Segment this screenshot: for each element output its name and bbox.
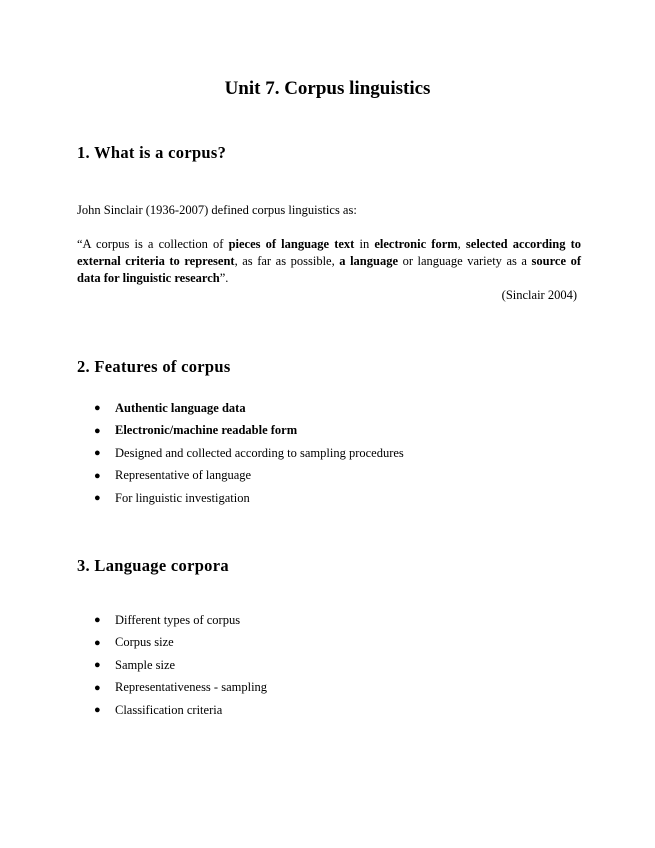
quote-segment-bold: pieces of language text	[228, 237, 355, 251]
list-item-text: Classification criteria	[115, 702, 223, 717]
list-item-text: Authentic language data	[115, 400, 246, 415]
sinclair-quote	[77, 236, 581, 287]
quote-segment: or language variety as a	[398, 254, 532, 268]
list-item-text: Representativeness - sampling	[115, 680, 268, 695]
list-item-text: Electronic/machine readable form	[115, 423, 298, 438]
section-1-heading: 1. What is a corpus?	[77, 143, 227, 162]
quote-segment-bold: electronic form	[374, 237, 458, 251]
bullet-icon: ●	[94, 659, 101, 672]
quote-segment-bold: source of data for linguistic research	[77, 254, 581, 285]
list-item-text: Corpus size	[115, 635, 174, 650]
list-item	[94, 699, 267, 722]
quote-segment: in	[354, 237, 375, 251]
bullet-icon: ●	[94, 402, 101, 415]
quote-segment: , as far as possible,	[234, 254, 340, 268]
list-item-text: Designed and collected according to sampling procedures	[115, 445, 404, 460]
bullet-icon: ●	[94, 424, 101, 437]
list-item	[94, 632, 267, 655]
bullet-icon: ●	[94, 704, 101, 717]
quote-segment-bold: selected according to external criteria to represent	[77, 237, 582, 268]
bullet-icon: ●	[94, 469, 101, 482]
list-item-text: Different types of corpus	[115, 612, 241, 627]
list-item	[94, 654, 267, 677]
bullet-icon: ●	[94, 636, 101, 649]
list-item	[94, 420, 404, 443]
list-item	[94, 487, 404, 510]
bullet-icon: ●	[94, 681, 101, 694]
bullet-icon: ●	[94, 614, 101, 627]
section-2-heading: 2. Features of corpus	[77, 357, 231, 376]
list-item	[94, 442, 404, 465]
intro-paragraph: John Sinclair (1936-2007) defined corpus linguistics as:	[77, 203, 357, 217]
quote-segment: ”.	[219, 271, 229, 285]
list-item	[94, 397, 404, 420]
page-title: Unit 7. Corpus linguistics	[224, 78, 431, 99]
citation: (Sinclair 2004)	[501, 288, 577, 302]
list-item	[94, 609, 267, 632]
bullet-icon: ●	[94, 447, 101, 460]
list-item-text: Sample size	[115, 657, 176, 672]
bullet-icon: ●	[94, 492, 101, 505]
corpora-list	[94, 609, 267, 722]
quote-segment-bold: a language	[339, 254, 399, 268]
list-item	[94, 465, 404, 488]
list-item	[94, 677, 267, 700]
list-item-text: Representative of language	[115, 468, 252, 483]
quote-segment: ,	[457, 237, 466, 251]
quote-segment: “A corpus is a collection of	[77, 237, 229, 251]
section-3-heading: 3. Language corpora	[77, 556, 229, 575]
list-item-text: For linguistic investigation	[115, 490, 250, 505]
features-list	[94, 397, 404, 510]
